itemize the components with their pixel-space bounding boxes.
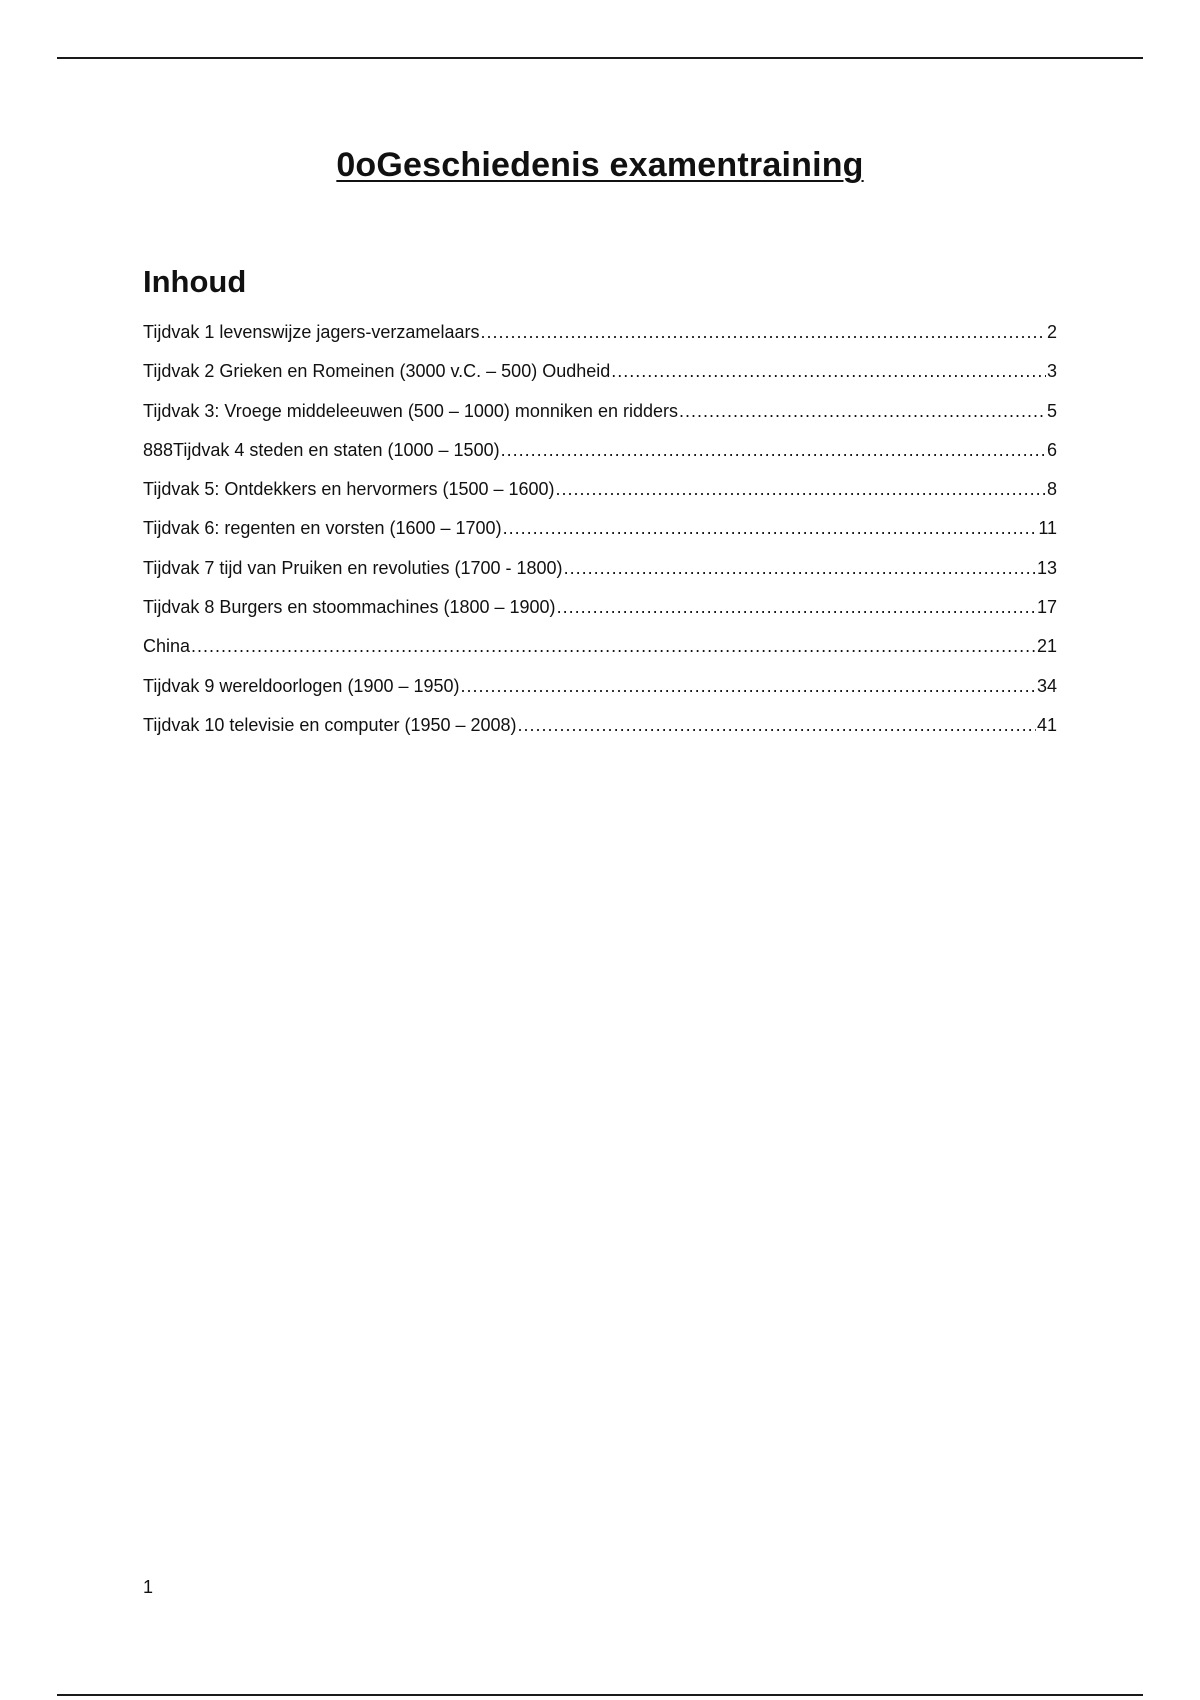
toc-entry[interactable] — [143, 672, 1057, 711]
toc-entry-text: Tijdvak 2 Grieken en Romeinen (3000 v.C. – 500) Oudheid — [143, 361, 611, 382]
toc-entry-page: 6 — [1046, 439, 1057, 460]
toc-dot-leader — [191, 632, 1036, 661]
toc-dot-leader — [480, 318, 1046, 347]
page-number: 1 — [143, 1577, 154, 1597]
toc-dot-leader — [503, 514, 1038, 543]
toc-dot-leader — [556, 475, 1046, 504]
toc-dot-leader — [611, 357, 1046, 386]
toc-entry-page: 8 — [1046, 479, 1057, 500]
document-title: 0oGeschiedenis examentraining — [336, 146, 864, 184]
toc-dot-leader — [564, 554, 1036, 583]
toc-entry-text: Tijdvak 5: Ontdekkers en hervormers (1500 – 1600) — [143, 479, 555, 500]
toc-entry[interactable] — [143, 554, 1057, 593]
toc-entry-text: Tijdvak 8 Burgers en stoommachines (1800 – 1900) — [143, 597, 556, 618]
toc-entry[interactable] — [143, 711, 1057, 750]
toc-entry-page: 34 — [1036, 675, 1057, 696]
toc-dot-leader — [557, 593, 1036, 622]
footer-rule — [57, 1694, 1143, 1696]
toc-dot-leader — [679, 397, 1046, 426]
table-of-contents — [143, 318, 1057, 750]
toc-entry[interactable] — [143, 593, 1057, 632]
toc-entry-text: Tijdvak 9 wereldoorlogen (1900 – 1950) — [143, 675, 460, 696]
toc-entry-page: 5 — [1046, 400, 1057, 421]
toc-entry-text: Tijdvak 1 levenswijze jagers-verzamelaars — [143, 322, 480, 342]
toc-dot-leader — [461, 672, 1036, 701]
toc-entry[interactable] — [143, 632, 1057, 671]
toc-entry-page: 41 — [1036, 714, 1057, 735]
toc-entry-text: 888Tijdvak 4 steden en staten (1000 – 1500) — [143, 439, 500, 460]
toc-dot-leader — [518, 711, 1036, 740]
header-rule — [57, 57, 1143, 59]
toc-entry[interactable] — [143, 318, 1057, 357]
toc-entry-page: 11 — [1038, 518, 1057, 539]
toc-entry-text: China — [143, 636, 191, 657]
toc-entry-text: Tijdvak 6: regenten en vorsten (1600 – 1700) — [143, 518, 502, 539]
toc-entry[interactable] — [143, 357, 1057, 396]
toc-entry[interactable] — [143, 436, 1057, 475]
toc-entry-text: Tijdvak 7 tijd van Pruiken en revoluties (1700 - 1800) — [143, 557, 563, 578]
toc-heading: Inhoud — [143, 264, 247, 299]
toc-entry[interactable] — [143, 475, 1057, 514]
toc-dot-leader — [501, 436, 1046, 465]
toc-entry-text: Tijdvak 3: Vroege middeleeuwen (500 – 1000) monniken en ridders — [143, 400, 678, 421]
toc-entry-text: Tijdvak 10 televisie en computer (1950 – 2008) — [143, 714, 517, 735]
toc-entry[interactable] — [143, 397, 1057, 436]
toc-entry-page: 21 — [1036, 636, 1057, 657]
toc-entry-page: 2 — [1046, 322, 1057, 342]
toc-entry-page: 17 — [1036, 597, 1057, 618]
toc-entry-page: 3 — [1046, 361, 1057, 382]
toc-entry[interactable] — [143, 514, 1057, 553]
toc-entry-page: 13 — [1036, 557, 1057, 578]
